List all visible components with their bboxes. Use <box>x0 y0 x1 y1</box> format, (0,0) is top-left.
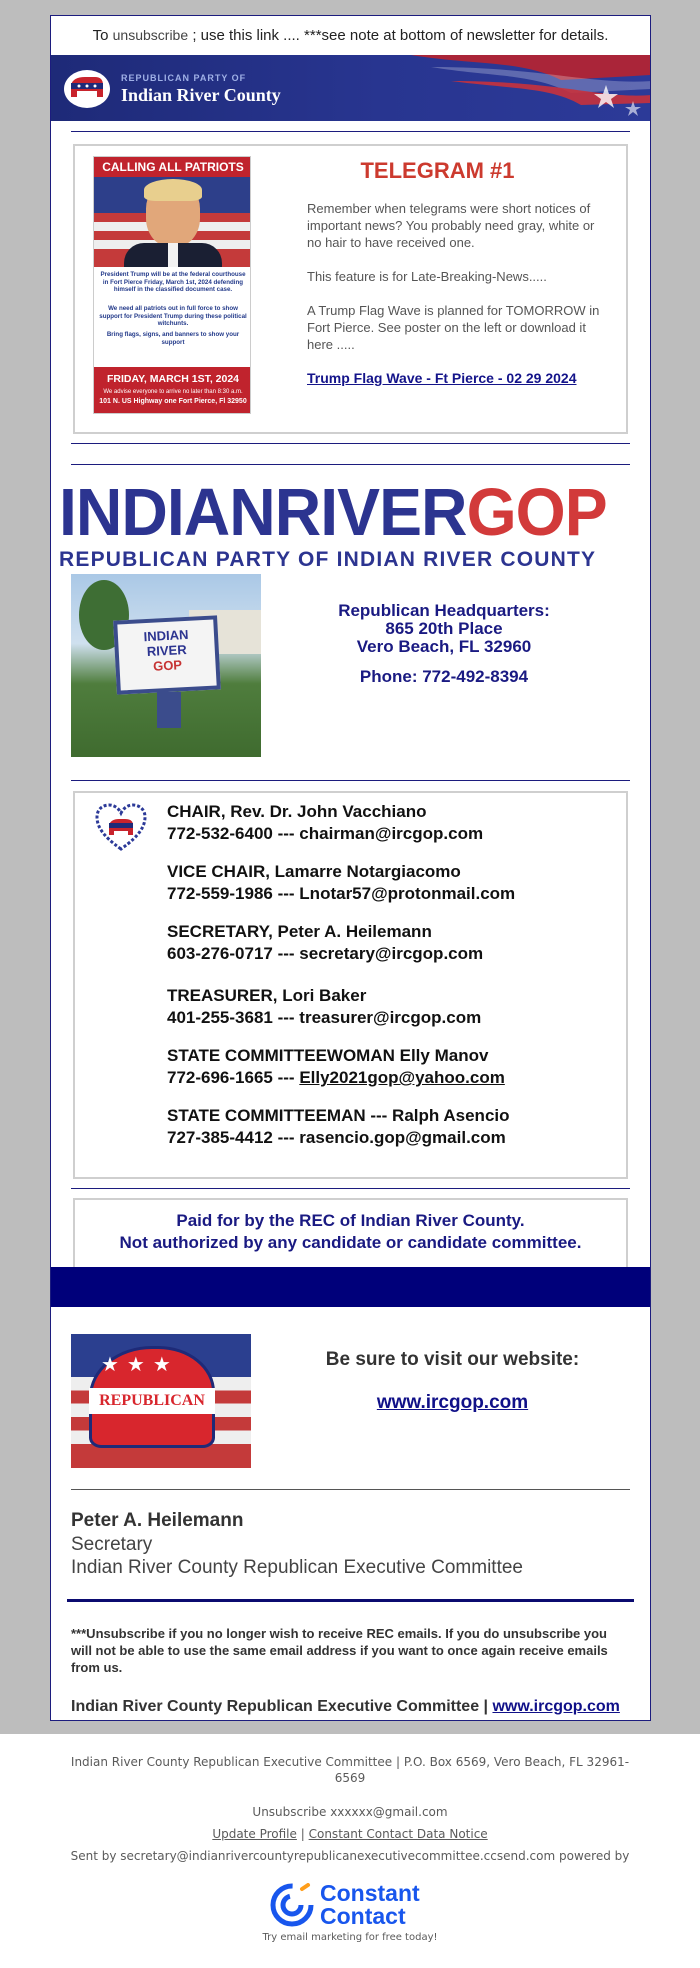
unsubscribe-note: ***Unsubscribe if you no longer wish to receive REC emails. If you do unsubscribe you will not be able to use the same email address if you want to once again receive emails from us. <box>71 1626 608 1675</box>
cc-swirl-icon <box>270 1883 314 1927</box>
logo-word2: GOP <box>466 475 607 550</box>
poster-date: FRIDAY, MARCH 1ST, 2024 <box>106 373 240 385</box>
hq-title: Republican Headquarters: <box>338 601 550 620</box>
logo-subtitle: REPUBLICAN PARTY OF INDIAN RIVER COUNTY <box>59 548 597 571</box>
officer-state-committeeman <box>167 1105 510 1149</box>
portrait-tie <box>168 243 178 267</box>
top-note-prefix: To <box>92 27 109 44</box>
hq-street: 865 20th Place <box>385 619 503 638</box>
divider <box>71 780 630 781</box>
officer-title: STATE COMMITTEEWOMAN Elly Manov <box>167 1046 489 1065</box>
flag-wave-poster[interactable] <box>93 156 251 414</box>
poster-text2: We need all patriots out in full force to show support for President Trump during these political witchunts. <box>99 305 247 327</box>
poster-text3: Bring flags, signs, and banners to show your support <box>106 331 240 346</box>
officer-title: STATE COMMITTEEMAN --- Ralph Asencio <box>167 1106 510 1125</box>
divider <box>71 1489 630 1490</box>
banner-line2: Indian River County <box>121 85 281 105</box>
cc-tagline: Try email marketing for free today! <box>262 1932 438 1943</box>
cc-brand2: Contact <box>320 1903 406 1929</box>
officer-state-committeewoman <box>167 1045 505 1089</box>
poster-footer <box>94 367 251 414</box>
cc-separator: | <box>300 1827 305 1841</box>
cc-footer <box>0 1734 700 1968</box>
website-link[interactable]: www.ircgop.com <box>376 1392 529 1413</box>
indianrivergop-logo <box>59 475 644 578</box>
telegram-box <box>73 144 628 434</box>
officer-treasurer <box>167 985 481 1029</box>
telegram-title: TELEGRAM #1 <box>360 158 515 183</box>
signature-org: Indian River County Republican Executive Committee <box>71 1557 523 1578</box>
unsubscribe-link[interactable]: unsubscribe <box>112 27 189 43</box>
officer-title: SECRETARY, Peter A. Heilemann <box>167 922 432 941</box>
cc-unsubscribe-link[interactable]: Unsubscribe xxxxxx@gmail.com <box>252 1805 448 1819</box>
org-footer-name: Indian River County Republican Executive Committee | <box>71 1698 489 1715</box>
top-note <box>51 16 650 54</box>
republican-elephant-image <box>71 1334 251 1468</box>
hq-city: Vero Beach, FL 32960 <box>356 637 532 656</box>
website-prompt: Be sure to visit our website: <box>325 1349 580 1370</box>
sign-word3: GOP <box>152 657 183 674</box>
officer-contact: 772-559-1986 --- Lnotar57@protonmail.com <box>167 884 516 903</box>
sign-word1: INDIAN <box>143 626 189 645</box>
telegram-p2: This feature is for Late-Breaking-News..... <box>307 269 547 284</box>
heart-elephant-icon <box>95 803 147 853</box>
divider <box>67 1599 634 1602</box>
officer-contact: 603-276-0717 --- secretary@ircgop.com <box>167 944 484 963</box>
officer-title: CHAIR, Rev. Dr. John Vacchiano <box>167 802 427 821</box>
top-note-rest: ; use this link .... ***see note at bottom of newsletter for details. <box>192 27 609 44</box>
officer-contact: 772-532-6400 --- chairman@ircgop.com <box>167 824 484 843</box>
divider <box>71 464 630 465</box>
officer-phone: 772-696-1665 --- <box>167 1068 300 1087</box>
officer-title: TREASURER, Lori Baker <box>167 986 367 1005</box>
officer-contact: 727-385-4412 --- rasencio.gop@gmail.com <box>167 1128 506 1147</box>
constant-contact-logo[interactable] <box>270 1881 440 1931</box>
org-footer-link[interactable]: www.ircgop.com <box>492 1698 620 1715</box>
update-profile-link[interactable]: Update Profile <box>212 1827 297 1841</box>
poster-header: CALLING ALL PATRIOTS <box>94 157 251 177</box>
officer-chair <box>167 801 483 845</box>
cc-links <box>0 1827 700 1841</box>
poster-photo <box>94 177 251 267</box>
elly-email-link[interactable]: Elly2021gop@yahoo.com <box>299 1068 505 1087</box>
header-banner <box>51 55 650 121</box>
divider <box>71 1188 630 1189</box>
officers-box <box>73 791 628 1179</box>
officer-title: VICE CHAIR, Lamarre Notargiacomo <box>167 862 461 881</box>
officer-vice-chair <box>167 861 515 905</box>
flag-wave-download-link[interactable]: Trump Flag Wave - Ft Pierce - 02 29 2024 <box>307 370 577 386</box>
sign-post <box>157 692 181 728</box>
officer-secretary <box>167 921 483 965</box>
officer-contact <box>167 1067 505 1089</box>
cc-sent-by: Sent by secretary@indianrivercountyrepublicanexecutivecommittee.ccsend.com powered by <box>70 1849 630 1863</box>
sign-word2: RIVER <box>146 641 187 660</box>
newsletter-card <box>50 15 651 1721</box>
divider <box>71 131 630 132</box>
org-footer <box>71 1698 641 1716</box>
banner-line1: REPUBLICAN PARTY OF <box>121 73 247 83</box>
banner-flag-graphic <box>411 55 650 121</box>
poster-text1: President Trump will be at the federal courthouse in Fort Pierce Friday, March 1st, 2024 defending himself in the classified document case. <box>100 271 246 293</box>
hq-sign <box>113 615 221 694</box>
hq-phone: Phone: 772-492-8394 <box>359 667 529 686</box>
portrait-hair <box>144 179 202 201</box>
logo-word1: INDIANRIVER <box>59 475 467 550</box>
navy-band <box>51 1267 650 1307</box>
elephant-logo-icon <box>63 69 111 109</box>
paid-for-line2: Not authorized by any candidate or candidate committee. <box>119 1233 582 1252</box>
hq-photo <box>71 574 261 757</box>
logo-wordmark <box>59 475 621 550</box>
data-notice-link[interactable]: Constant Contact Data Notice <box>308 1827 488 1841</box>
poster-address: 101 N. US Highway one Fort Pierce, Fl 32950 <box>99 398 247 405</box>
divider <box>71 443 630 444</box>
signature-name: Peter A. Heilemann <box>71 1510 244 1531</box>
hq-address <box>279 602 609 686</box>
signature-role: Secretary <box>71 1534 153 1555</box>
officer-contact: 401-255-3681 --- treasurer@ircgop.com <box>167 1008 482 1027</box>
telegram-p1: Remember when telegrams were short notices of important news? You probably need gray, white or no hair to have received one. <box>307 201 595 250</box>
cc-brand1: Constant <box>320 1880 420 1906</box>
cc-address: Indian River County Republican Executive Committee | P.O. Box 6569, Vero Beach, FL 32961-6569 <box>70 1755 630 1785</box>
poster-arrive: We advise everyone to arrive no later than 8:30 a.m. <box>103 389 243 395</box>
elephant-stars: ★★★ <box>101 1354 179 1376</box>
telegram-p3: A Trump Flag Wave is planned for TOMORROW in Fort Pierce. See poster on the left or download it here ..... <box>307 303 600 352</box>
republican-badge: REPUBLICAN <box>89 1388 215 1414</box>
paid-for-line1: Paid for by the REC of Indian River County. <box>176 1211 525 1230</box>
